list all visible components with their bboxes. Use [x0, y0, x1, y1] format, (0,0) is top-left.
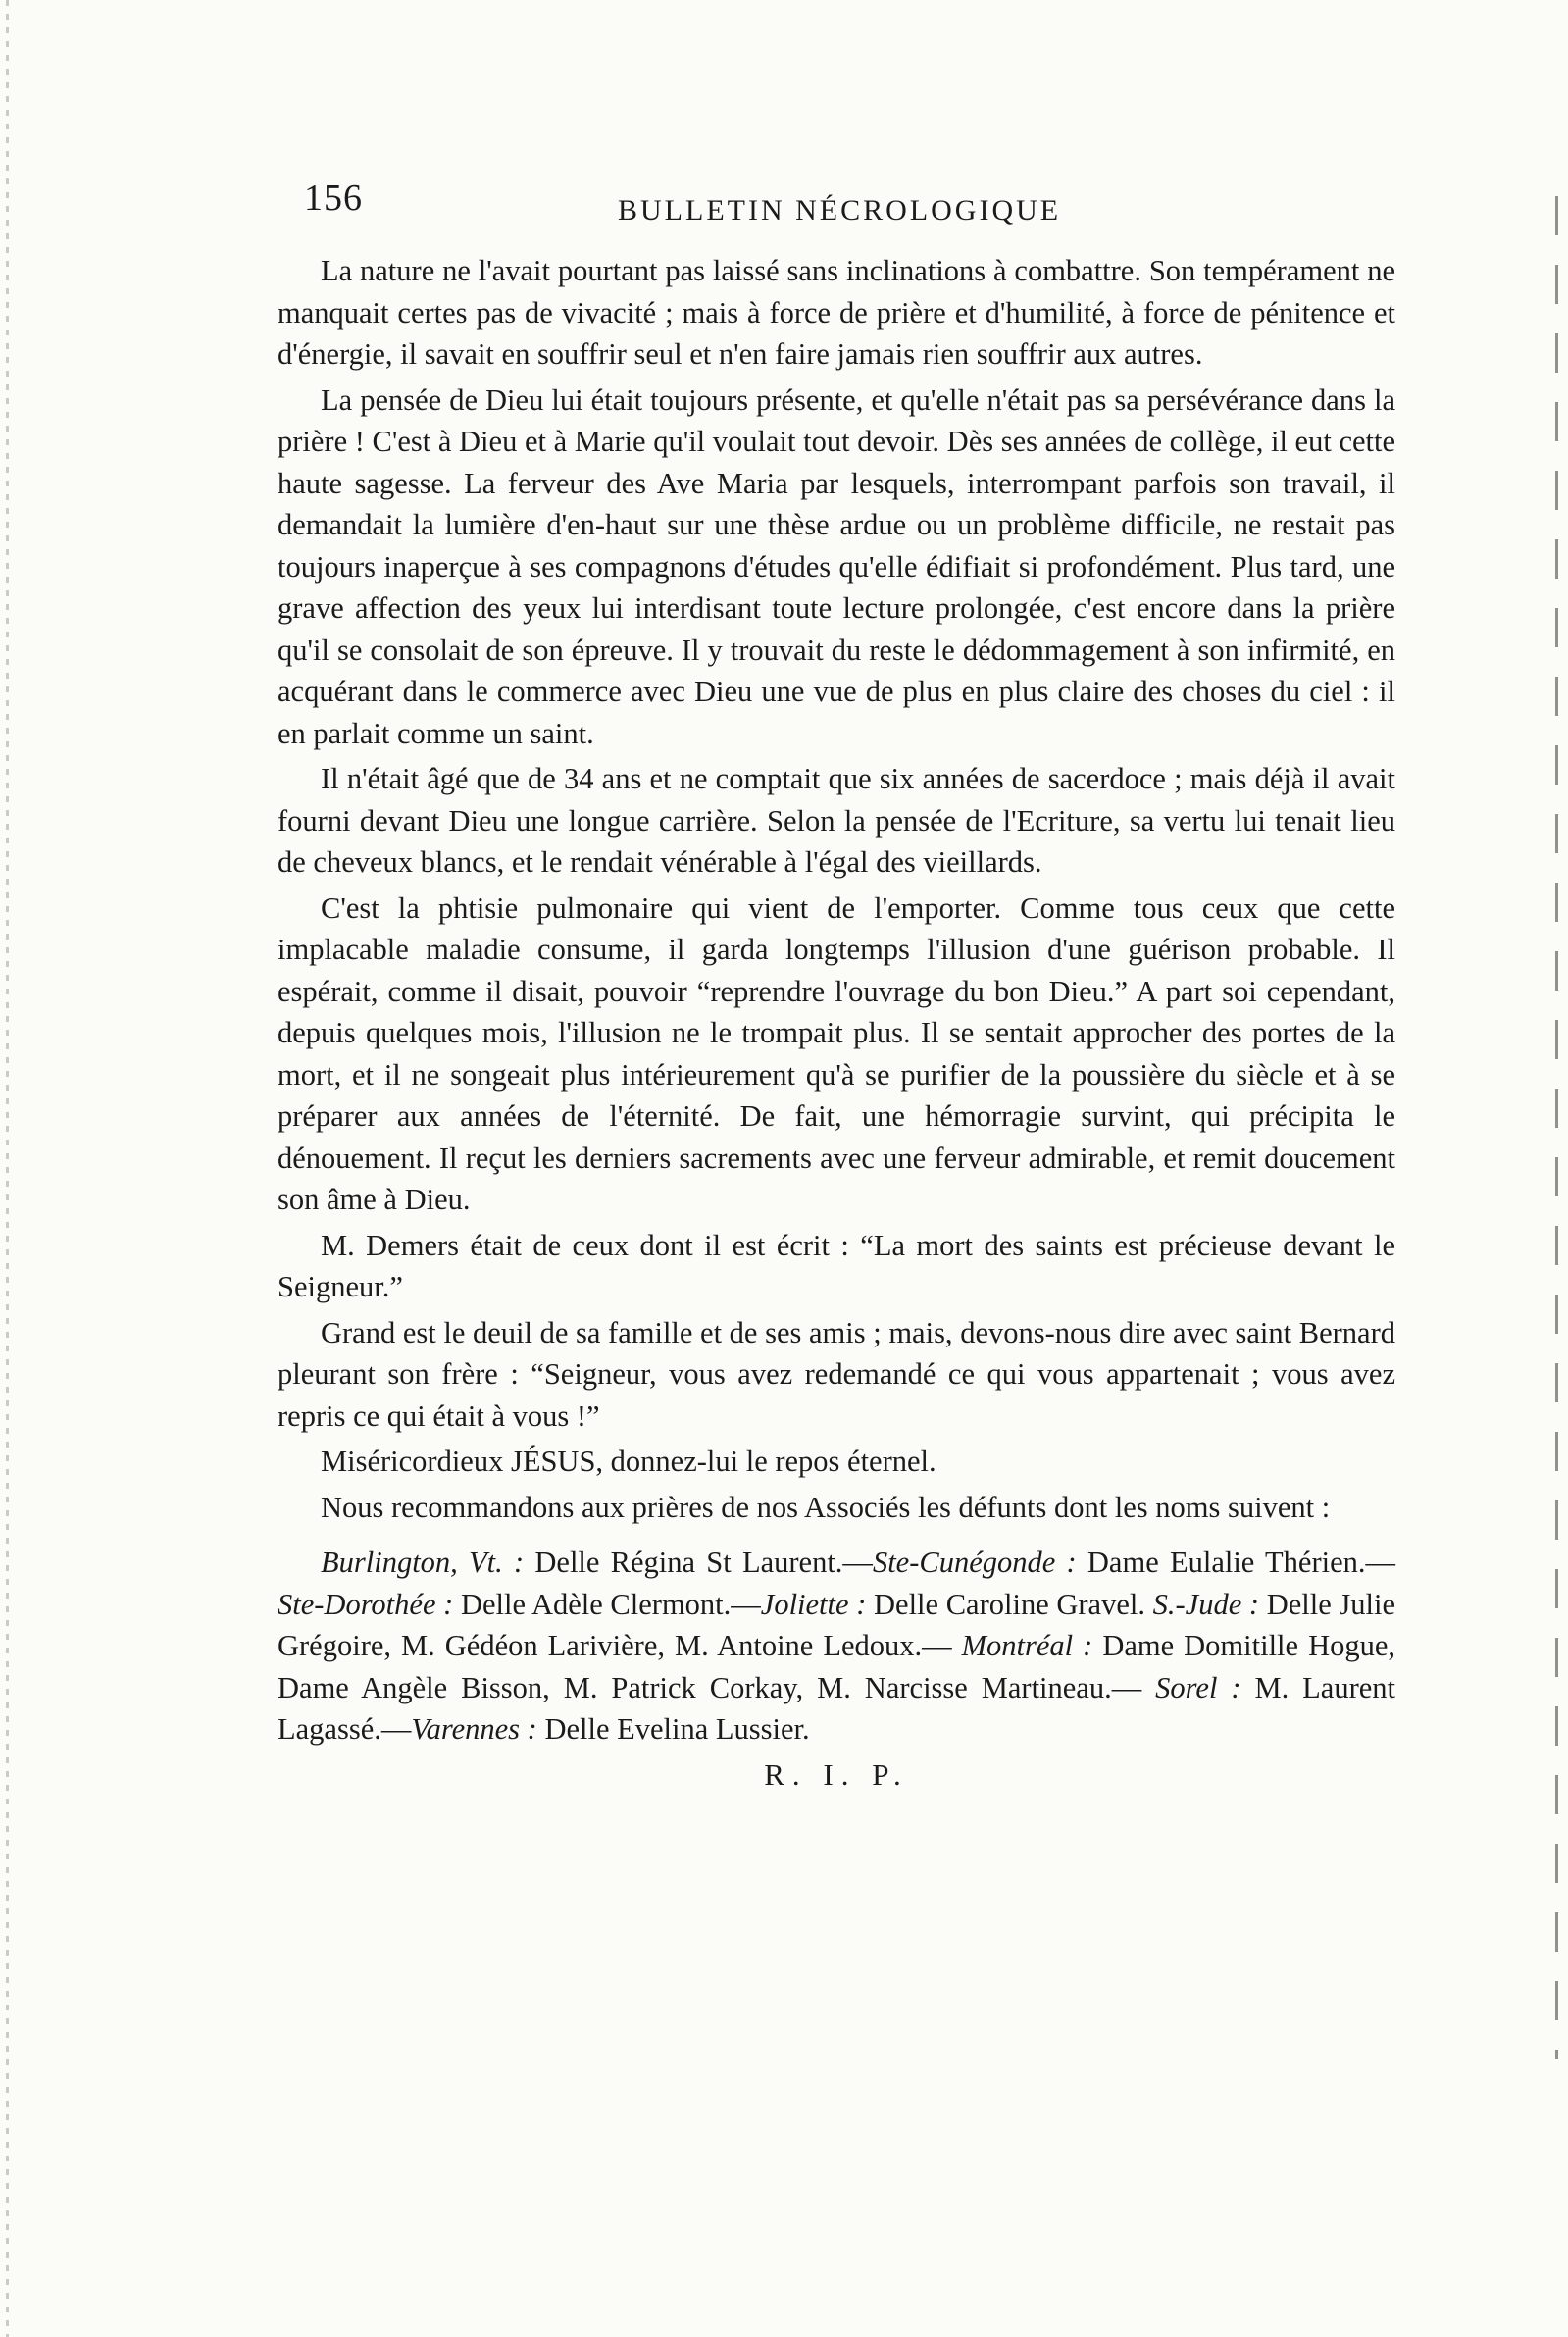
- paragraph-demers: M. Demers était de ceux dont il est écrit : “La mort des saints est précieuse devant le Seigneur.”: [278, 1228, 1395, 1303]
- obit-names: Delle Julie Grégoire, M. Gédéon Larivière, M. Antoine Ledoux.—: [278, 1587, 1396, 1662]
- obit-names: Dame Eulalie Thérien.—: [1076, 1546, 1395, 1579]
- paragraph-deuil: Grand est le deuil de sa famille et de ses amis ; mais, devons-nous dire avec saint Bernard pleurant son frère : “Seigneur, vous avez redemandé ce qui vous appartenait ; vous avez repris ce qui était à vous !”: [278, 1315, 1395, 1433]
- obit-place: Joliette :: [760, 1587, 867, 1621]
- obit-names: Delle Caroline Gravel.: [866, 1587, 1153, 1621]
- body-text: [278, 250, 1395, 1796]
- obit-names: Delle Evelina Lussier.: [536, 1712, 810, 1746]
- page-number: 156: [304, 178, 363, 219]
- obit-names: Delle Régina St Laurent.—: [524, 1546, 873, 1579]
- obit-place: Varennes :: [411, 1712, 537, 1746]
- running-title: BULLETIN NÉCROLOGIQUE: [618, 194, 1062, 227]
- rip-closing: R. I. P.: [764, 1756, 909, 1792]
- obit-place: Sorel :: [1155, 1670, 1241, 1704]
- obit-names: M. Laurent Lagassé.—: [278, 1670, 1395, 1746]
- paragraph-priere: La pensée de Dieu lui était toujours présente, et qu'elle n'était pas sa persévérance dans la prière ! C'est à Dieu et à Marie qu'il voulait tout devoir. Dès ses années de collège, il eut cette haute sagesse. La ferveur des Ave Maria par lesquels, interrompant parfois son travail, il demandait la lumière d'en-haut sur une thèse ardue ou un problème difficile, ne restait pas toujours inaperçue à ses compagnons d'études qu'elle édifiait si profondément. Plus tard, une grave affection des yeux lui interdisant toute lecture prolongée, c'est encore dans la prière qu'il se consolait de son épreuve. Il y trouvait du reste le dédommagement à son infirmité, en acquérant dans le commerce avec Dieu une vue de plus en plus claire des choses du ciel : il en parlait comme un saint.: [278, 382, 1395, 750]
- obit-place: Burlington, Vt. :: [321, 1546, 525, 1579]
- obit-place: Montréal :: [961, 1629, 1093, 1662]
- obit-place: Ste-Dorothée :: [278, 1587, 454, 1621]
- page-header: [304, 177, 1402, 235]
- paragraph-misericordieux: Miséricordieux JÉSUS, donnez-lui le repos éternel.: [321, 1445, 936, 1478]
- paragraph-temperament: La nature ne l'avait pourtant pas laissé sans inclinations à combattre. Son tempérament ne manquait certes pas de vivacité ; mais à force de prière et d'humilité, à force de pénitence et d'énergie, il savait en souffrir seul et n'en faire jamais rien souffrir aux autres.: [278, 254, 1395, 371]
- paragraph-maladie: C'est la phtisie pulmonaire qui vient de l'emporter. Comme tous ceux que cette implacable maladie consume, il garda longtemps l'illusion d'une guérison probable. Il espérait, comme il disait, pouvoir “reprendre l'ouvrage du bon Dieu.” A part soi cependant, depuis quelques mois, l'illusion ne le trompait plus. Il se sentait approcher des portes de la mort, et il ne songeait plus intérieurement qu'à se purifier de la poussière du siècle et à se préparer aux années de l'éternité. De fait, une hémorragie survint, qui précipita le dénouement. Il reçut les derniers sacrements avec une ferveur admirable, et remit doucement son âme à Dieu.: [278, 890, 1395, 1216]
- paragraph-recommandation: Nous recommandons aux prières de nos Associés les défunts dont les noms suivent :: [321, 1490, 1331, 1524]
- obit-names: Delle Adèle Clermont.—: [453, 1587, 761, 1621]
- obit-place: S.-Jude :: [1152, 1587, 1260, 1621]
- page-edge-right: [1555, 196, 1558, 2059]
- obit-names: Dame Domitille Hogue, Dame Angèle Bisson, M. Patrick Corkay, M. Narcisse Martineau.—: [278, 1629, 1396, 1704]
- obit-place: Ste-Cunégonde :: [872, 1546, 1077, 1579]
- paragraph-age: Il n'était âgé que de 34 ans et ne comptait que six années de sacerdoce ; mais déjà il avait fourni devant Dieu une longue carrière. Selon la pensée de l'Ecriture, sa vertu lui tenait lieu de cheveux blancs, et le rendait vénérable à l'égal des vieillards.: [278, 762, 1395, 879]
- obituary-list: [278, 1542, 1395, 1751]
- page-edge-left: [6, 0, 9, 2337]
